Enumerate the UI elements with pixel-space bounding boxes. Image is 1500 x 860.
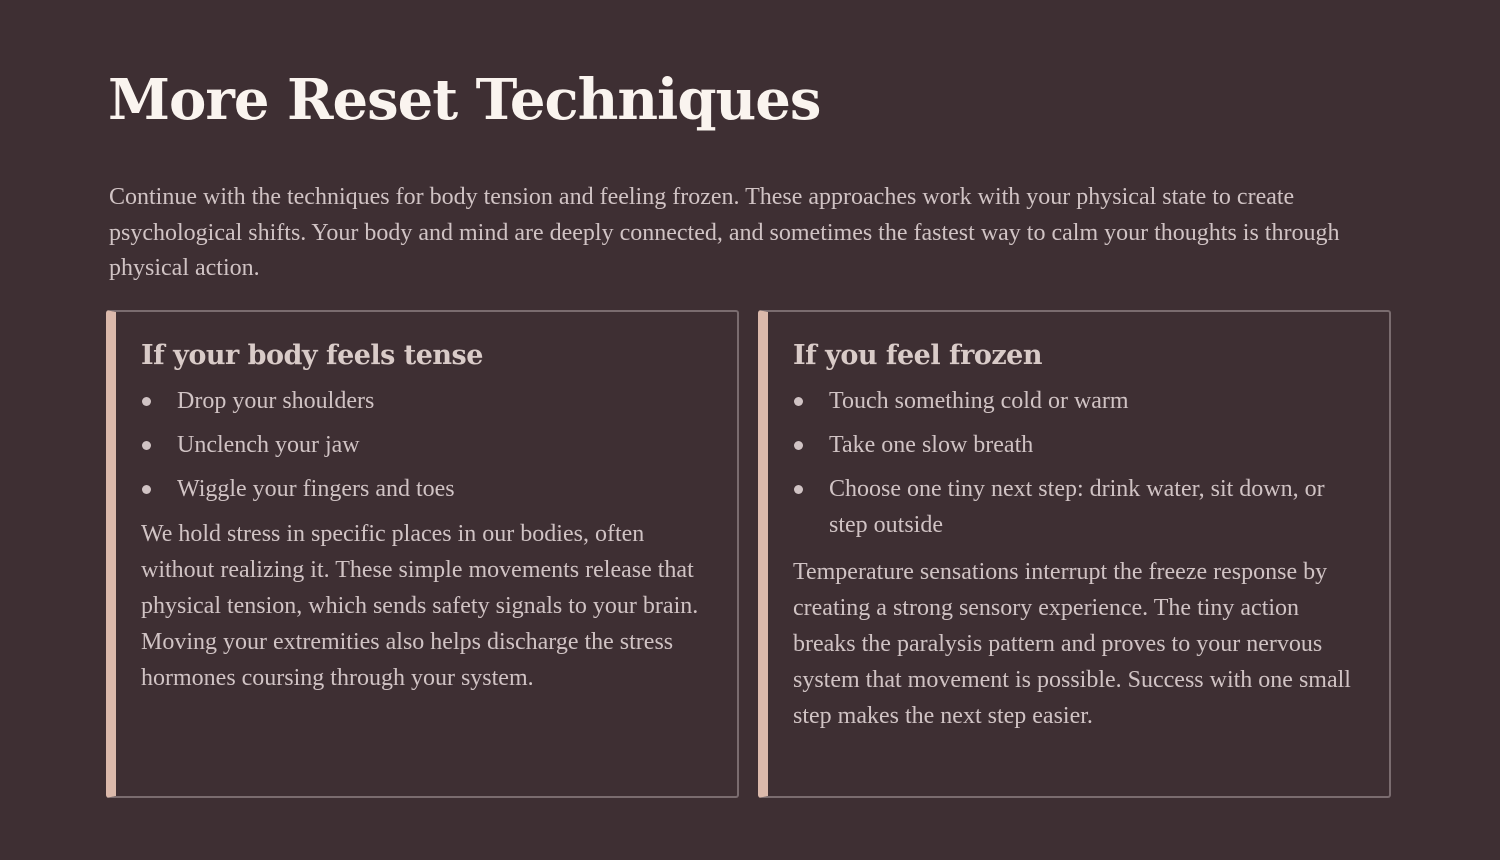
intro-paragraph: Continue with the techniques for body tension and feeling frozen. These approaches work with your physical state to create psychological shifts. Your body and mind are deeply connected, and sometimes the fastest way to calm your thoughts is through physical action. bbox=[109, 184, 1340, 281]
page-title: More Reset Techniques bbox=[108, 67, 821, 133]
bullet-icon bbox=[142, 397, 151, 406]
list-item bbox=[141, 472, 713, 508]
list-item bbox=[793, 428, 1365, 464]
list-item bbox=[141, 384, 713, 420]
card-feel-frozen bbox=[758, 310, 1391, 798]
card-body-tense bbox=[106, 310, 739, 798]
card-heading: If your body feels tense bbox=[141, 340, 483, 371]
bullet-icon bbox=[794, 485, 803, 494]
list-item bbox=[793, 384, 1365, 420]
card-body-text: Temperature sensations interrupt the freeze response by creating a strong sensory experience. The tiny action breaks the paralysis pattern and proves to your nervous system that movement is possible. Success with one small step makes the next step easier. bbox=[793, 559, 1351, 729]
list-item-text: Choose one tiny next step: drink water, sit down, or step outside bbox=[829, 476, 1325, 538]
technique-list bbox=[793, 384, 1365, 543]
technique-list bbox=[141, 384, 713, 508]
list-item bbox=[141, 428, 713, 464]
bullet-icon bbox=[142, 485, 151, 494]
list-item-text: Wiggle your fingers and toes bbox=[177, 476, 455, 502]
card-body-text: We hold stress in specific places in our bodies, often without realizing it. These simple movements release that physical tension, which sends safety signals to your brain. Moving your extremities also helps discharge the stress hormones coursing through your system. bbox=[141, 521, 699, 691]
bullet-icon bbox=[794, 397, 803, 406]
list-item-text: Unclench your jaw bbox=[177, 432, 360, 458]
list-item-text: Take one slow breath bbox=[829, 432, 1034, 458]
bullet-icon bbox=[142, 441, 151, 450]
list-item bbox=[793, 472, 1365, 543]
list-item-text: Touch something cold or warm bbox=[829, 388, 1129, 414]
bullet-icon bbox=[794, 441, 803, 450]
list-item-text: Drop your shoulders bbox=[177, 388, 375, 414]
card-heading: If you feel frozen bbox=[793, 340, 1042, 371]
